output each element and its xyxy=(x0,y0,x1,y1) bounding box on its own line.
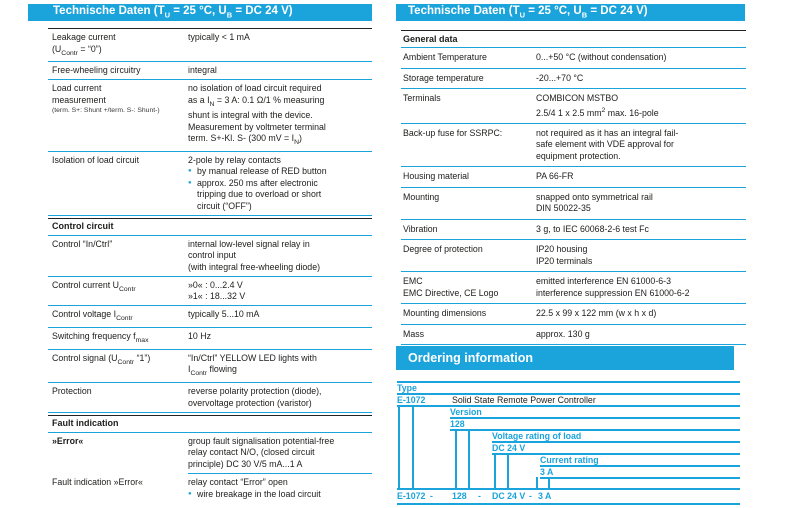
text-line: emitted interference EN 61000-6-3 xyxy=(536,276,671,287)
order-field-current-value: 3 A xyxy=(540,466,554,477)
rule-line xyxy=(540,465,740,467)
spec-value xyxy=(188,239,372,274)
spec-label xyxy=(48,309,188,324)
rule-line xyxy=(397,381,740,383)
text-line: integral xyxy=(188,65,217,76)
spec-value xyxy=(188,83,372,148)
text-line xyxy=(188,489,372,501)
text-line: safe element with VDE approval for xyxy=(536,139,674,150)
text-line: equipment protection. xyxy=(536,150,621,161)
order-code-segment: E-1072 xyxy=(397,490,426,501)
text-line: »1« : 18...32 V xyxy=(188,291,246,302)
spec-value xyxy=(536,308,746,320)
spec-value xyxy=(536,73,746,85)
text-line: 0...+50 °C (without condensation) xyxy=(536,52,667,62)
order-field-version-label: Version xyxy=(450,406,482,417)
text-line: relay contact N/O, (closed circuit xyxy=(188,447,315,457)
text-line: EMC Directive, CE Logo xyxy=(403,287,499,298)
spec-row xyxy=(401,89,746,124)
spec-value xyxy=(536,192,746,215)
text-line: Vibration xyxy=(403,223,438,234)
text-line: approx. 130 g xyxy=(536,328,590,339)
bullet-text: wire breakage in the load circuit xyxy=(197,488,321,499)
text-line: Terminals xyxy=(403,93,441,103)
spec-row xyxy=(48,433,372,475)
text-line: Mounting dimensions xyxy=(403,308,487,319)
rule-line xyxy=(397,405,740,407)
spec-row xyxy=(48,62,372,80)
spec-label xyxy=(48,477,188,500)
right-panel-title-bar xyxy=(396,4,745,21)
text-line: -20...+70 °C xyxy=(536,72,584,83)
text-line: reverse polarity protection (diode), xyxy=(188,386,322,396)
spec-value xyxy=(188,309,372,324)
spec-label xyxy=(401,329,536,341)
spec-label xyxy=(401,276,536,299)
left-panel-title-bar xyxy=(28,4,372,21)
text-line: Storage temperature xyxy=(403,72,484,83)
spec-row xyxy=(401,167,746,188)
text-line: internal low-level signal relay in xyxy=(188,238,310,249)
spec-value xyxy=(536,52,746,64)
bullet-text: approx. 250 ms after electronic xyxy=(197,177,318,188)
spec-value xyxy=(536,128,746,163)
text-line: COMBICON MSTBO xyxy=(536,93,619,103)
spec-label xyxy=(401,171,536,183)
spec-row xyxy=(401,124,746,168)
right-panel-title: Technische Daten ($T_U = 25$ °C, $U_B$ = DC 24 V) xyxy=(408,5,648,20)
text-line: Fault indication »Error« xyxy=(52,477,143,487)
spec-value xyxy=(536,244,746,267)
spec-value xyxy=(188,353,372,380)
order-code-segment: - xyxy=(529,490,532,501)
text-line: PA 66-FR xyxy=(536,171,574,182)
text-line: 10 Hz xyxy=(188,331,211,341)
spec-label xyxy=(401,224,536,236)
spec-label xyxy=(48,280,188,303)
spec-value xyxy=(188,436,372,475)
spec-label xyxy=(401,244,536,267)
text-line: interference suppression EN 61000-6-2 xyxy=(536,287,690,298)
text-line: Mounting xyxy=(403,191,440,202)
rule-line xyxy=(450,417,740,419)
bullet-icon: ● xyxy=(188,179,192,186)
spec-row xyxy=(401,188,746,220)
spec-value xyxy=(188,280,372,303)
rule-line xyxy=(540,477,740,479)
ordering-title: Ordering information xyxy=(408,351,533,365)
spec-label xyxy=(401,93,536,119)
order-field-current-label: Current rating xyxy=(540,454,599,465)
text-line: no isolation of load circuit required xyxy=(188,83,322,94)
text-line: Leakage current xyxy=(52,32,116,42)
ordering-title-bar xyxy=(396,346,734,370)
connector-line xyxy=(494,453,496,488)
text-line: Degree of protection xyxy=(403,244,483,255)
spec-value xyxy=(188,477,372,500)
connector-line xyxy=(455,429,457,488)
left-panel-title: Technische Daten ($T_U = 25$ °C, $U_B$ = DC 24 V) xyxy=(53,5,293,20)
spec-row xyxy=(401,240,746,272)
text-line: (term. S+: Shunt +/term. S-: Shunt-) xyxy=(52,107,160,115)
section-header: Fault indication xyxy=(48,415,372,433)
text-line: »Error« xyxy=(52,435,84,446)
text-line: Load current xyxy=(52,83,102,94)
spec-value xyxy=(188,65,372,77)
bullet-icon: ● xyxy=(188,168,192,175)
text-line: shunt is integral with the device. xyxy=(188,110,313,120)
text-line: Control signal ($U_{Contr}$ “1”) xyxy=(52,352,151,366)
spec-label xyxy=(48,65,188,77)
section-header: Control circuit xyxy=(48,218,372,236)
right-spec-table xyxy=(401,28,746,345)
section-header: General data xyxy=(401,30,746,48)
spec-label xyxy=(48,32,188,59)
text-line: ($U_{Contr}$ = “0”) xyxy=(52,43,102,57)
text-line: IP20 housing xyxy=(536,244,588,255)
text-line: Protection xyxy=(52,386,92,396)
spec-row xyxy=(401,48,746,69)
spec-label xyxy=(48,239,188,274)
spec-label xyxy=(48,331,188,346)
text-line: 2.5/4 1 x 2.5 $mm^2$ max. 16-pole xyxy=(536,106,659,118)
spec-row xyxy=(48,277,372,307)
text-line: Ambient Temperature xyxy=(403,52,487,62)
text-line: $I_{Contr}$ flowing xyxy=(188,364,237,377)
spec-row xyxy=(48,350,372,383)
text-line: group fault signalisation potential-free xyxy=(188,435,335,446)
text-line: »0« : 0...2.4 V xyxy=(188,279,243,290)
text-line xyxy=(188,166,372,178)
spec-value xyxy=(536,93,746,119)
text-line: Control “In/Ctrl” xyxy=(52,238,113,249)
connector-line xyxy=(536,477,538,488)
spec-value xyxy=(536,276,746,299)
text-line: (with integral free-wheeling diode) xyxy=(188,261,321,272)
text-line: as a $I_N = 3$ A: 0.1 Ω/1 % measuring xyxy=(188,94,325,108)
text-line: “In/Ctrl” YELLOW LED lights with xyxy=(188,352,317,363)
text-line: IP20 terminals xyxy=(536,255,593,266)
spec-value xyxy=(188,32,372,59)
text-line: typically < 1 mA xyxy=(188,32,250,42)
connector-line xyxy=(468,429,470,488)
spec-row xyxy=(48,328,372,350)
order-code-segment: - xyxy=(478,490,481,501)
order-field-type-label: Type xyxy=(397,382,417,393)
order-field-type-desc: Solid State Remote Power Controller xyxy=(452,394,596,405)
text-line: Mass xyxy=(403,328,425,339)
text-line: Control voltage $I_{Contr}$ xyxy=(52,309,133,322)
spec-row xyxy=(401,272,746,304)
text-line: snapped onto symmetrical rail xyxy=(536,191,653,202)
spec-label xyxy=(48,353,188,380)
spec-label xyxy=(48,436,188,475)
text-line: overvoltage protection (varistor) xyxy=(188,397,312,408)
order-code-segment: 128 xyxy=(452,490,467,501)
text-line: Housing material xyxy=(403,171,470,182)
connector-line xyxy=(507,453,509,488)
spec-value xyxy=(188,331,372,346)
text-line: Free-wheeling circuitry xyxy=(52,65,141,76)
rule-line xyxy=(397,503,740,505)
spec-label xyxy=(48,386,188,409)
spec-label xyxy=(401,73,536,85)
order-code-segment: 3 A xyxy=(538,490,552,501)
spec-label xyxy=(48,83,188,148)
spec-label xyxy=(48,155,188,213)
spec-row xyxy=(48,306,372,328)
text-line: DIN 50022-35 xyxy=(536,203,591,214)
spec-row xyxy=(401,325,746,346)
spec-row xyxy=(48,383,372,413)
text-line: Measurement by voltmeter terminal xyxy=(188,121,326,132)
text-line: Isolation of load circuit xyxy=(52,154,140,165)
spec-row xyxy=(401,220,746,241)
left-spec-table xyxy=(48,28,372,503)
text-line xyxy=(188,178,372,190)
order-field-voltage-label: Voltage rating of load xyxy=(492,430,582,441)
connector-line xyxy=(412,405,414,488)
spec-row xyxy=(48,236,372,277)
text-line: principle) DC 30 V/5 mA...1 A xyxy=(188,458,303,469)
text-line: term. S+-Kl. S- (300 mV = $I_N$) xyxy=(188,133,302,146)
bullet-icon: ● xyxy=(188,490,192,497)
order-field-type-value: E-1072 xyxy=(397,394,426,405)
order-field-version-value: 128 xyxy=(450,418,465,429)
ordering-code-diagram xyxy=(396,377,746,508)
spec-row xyxy=(48,152,372,216)
rule-line xyxy=(492,453,740,455)
text-line: 22.5 x 99 x 122 mm (w x h x d) xyxy=(536,308,657,319)
spec-value xyxy=(536,224,746,236)
spec-label xyxy=(401,128,536,163)
bullet-text: by manual release of RED button xyxy=(197,166,327,177)
connector-line xyxy=(398,405,400,488)
rule-line xyxy=(492,441,740,443)
spec-row xyxy=(48,28,372,62)
rule-line xyxy=(397,488,740,490)
text-line: EMC xyxy=(403,276,423,287)
text-line: circuit (“OFF”) xyxy=(197,200,252,211)
text-line: control input xyxy=(188,250,236,261)
spec-row xyxy=(401,304,746,325)
text-line: measurement xyxy=(52,94,106,105)
connector-line xyxy=(548,477,550,488)
order-code-segment: - xyxy=(430,490,433,501)
spec-label xyxy=(401,52,536,64)
spec-value xyxy=(188,386,372,409)
spec-row xyxy=(401,69,746,90)
order-code-segment: DC 24 V xyxy=(492,490,526,501)
spec-value xyxy=(536,171,746,183)
text-line: Switching frequency $f_{max}$ xyxy=(52,331,149,344)
text-line: tripping due to overload or short xyxy=(197,189,322,200)
spec-value xyxy=(188,155,372,213)
text-line: typically 5...10 mA xyxy=(188,309,260,320)
spec-label xyxy=(401,308,536,320)
text-line: Control current $U_{Contr}$ xyxy=(52,279,136,293)
text-line: relay contact “Error” open xyxy=(188,477,288,487)
text-line: 2-pole by relay contacts xyxy=(188,154,281,165)
spec-row xyxy=(48,80,372,152)
text-line: Back-up fuse for SSRPC: xyxy=(403,127,503,138)
spec-value xyxy=(536,329,746,341)
order-field-voltage-value: DC 24 V xyxy=(492,442,526,453)
text-line: not required as it has an integral fail- xyxy=(536,127,679,138)
spec-row xyxy=(48,474,372,503)
text-line: 3 g, to IEC 60068-2-6 test Fc xyxy=(536,223,649,234)
spec-label xyxy=(401,192,536,215)
